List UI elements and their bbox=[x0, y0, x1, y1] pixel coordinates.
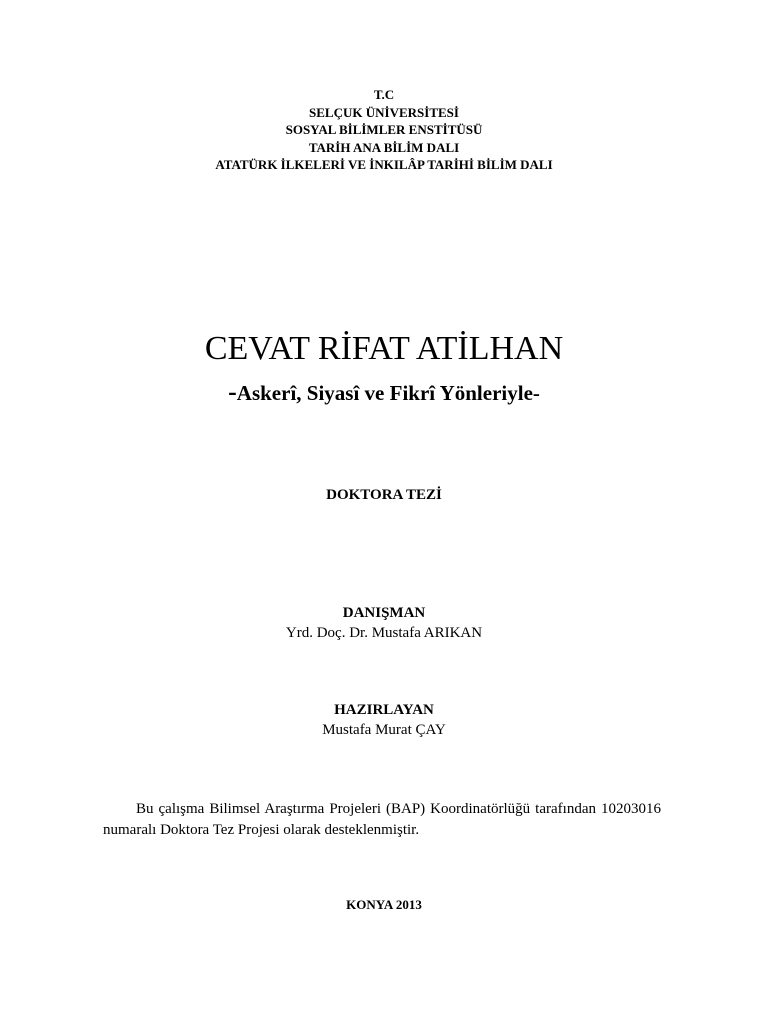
thesis-subtitle bbox=[0, 376, 768, 409]
place-year: KONYA 2013 bbox=[346, 897, 422, 912]
degree-type: DOKTORA TEZİ bbox=[326, 487, 442, 503]
author-label: HAZIRLAYAN bbox=[334, 702, 434, 718]
advisor-name: Yrd. Doç. Dr. Mustafa ARIKAN bbox=[285, 625, 483, 641]
header-line-institute: SOSYAL BİLİMLER ENSTİTÜSÜ bbox=[285, 122, 483, 137]
thesis-title: CEVAT RİFAT ATİLHAN bbox=[204, 330, 564, 367]
funding-note: Bu çalışma Bilimsel Araştırma Projeleri (BAP) Koordinatörlüğü tarafından 10203016 numaralı Doktora Tez Projesi olarak desteklenmiştir. bbox=[103, 801, 661, 838]
header-line-division: ATATÜRK İLKELERİ VE İNKILÂP TARİHİ BİLİM DALI bbox=[215, 157, 553, 172]
subtitle-text: Askerî, Siyasî ve Fikrî Yönleriyle- bbox=[236, 381, 540, 405]
header-line-department: TARİH ANA BİLİM DALI bbox=[308, 139, 460, 155]
header-line-country: T.C bbox=[373, 87, 395, 102]
author-name: Mustafa Murat ÇAY bbox=[322, 722, 446, 738]
author-block bbox=[0, 700, 768, 740]
advisor-label: DANIŞMAN bbox=[342, 605, 426, 621]
advisor-block bbox=[0, 603, 768, 643]
institution-header bbox=[0, 86, 768, 174]
header-line-university: SELÇUK ÜNİVERSİTESİ bbox=[309, 104, 459, 120]
subtitle-lead-dash: - bbox=[228, 377, 237, 406]
